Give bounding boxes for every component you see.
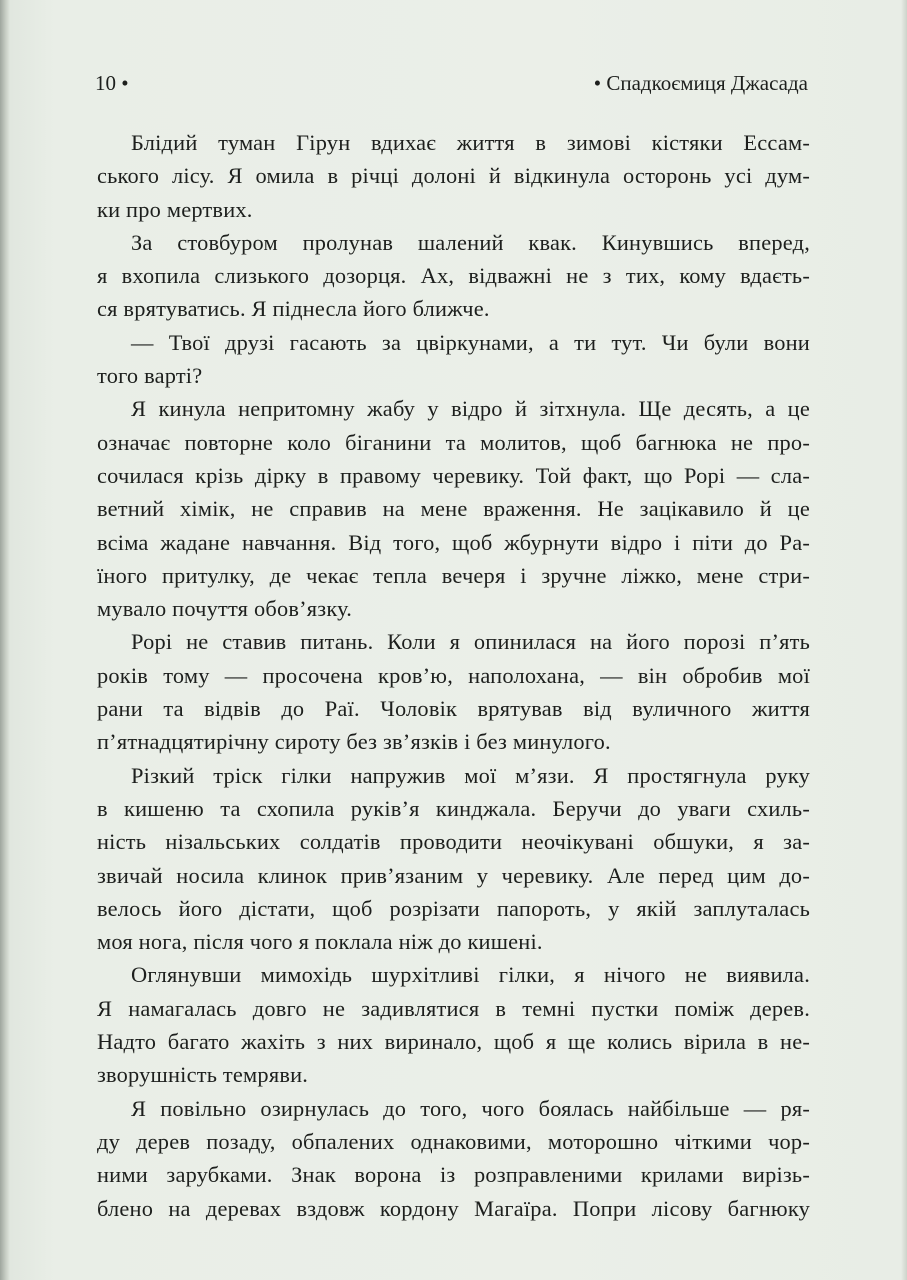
text-line: звичай носила клинок прив’язаним у черевику. Але перед цим до- <box>97 862 810 888</box>
body-text <box>97 126 810 1225</box>
text-line: ки про мертвих. <box>97 196 253 222</box>
text-line: блено на деревах вздовж кордону Магаїра. Попри лісову багнюку <box>97 1195 810 1221</box>
text-line: років тому — просочена кров’ю, наполохана, — він обробив мої <box>97 662 810 688</box>
paragraph <box>97 226 810 326</box>
text-line: велось його дістати, щоб розрізати папороть, у якій заплуталась <box>97 895 810 921</box>
text-line: зворушність темряви. <box>97 1062 309 1088</box>
paragraph <box>97 326 810 393</box>
text-line: мувало почуття обов’язку. <box>97 596 353 622</box>
paragraph <box>97 958 810 1091</box>
text-line: рани та відвів до Раї. Чоловік врятував від вуличного життя <box>97 696 810 722</box>
text-line: Я кинула непритомну жабу у відро й зітхнула. Ще десять, а це <box>131 396 810 422</box>
text-line: означає повторне коло біганини та молитов, щоб багнюка не про- <box>97 429 810 455</box>
paragraph <box>97 759 810 959</box>
text-line: всіма жадане навчання. Від того, щоб жбурнути відро і піти до Ра- <box>97 529 810 555</box>
text-line: Оглянувши мимохідь шурхітливі гілки, я нічого не виявила. <box>131 962 810 988</box>
text-line: моя нога, після чого я поклала ніж до кишені. <box>97 929 543 955</box>
text-line: Блідий туман Гірун вдихає життя в зимові кістяки Ессам- <box>131 130 810 155</box>
text-line: я вхопила слизького дозорця. Ах, відважні не з тих, кому вдаєть- <box>97 263 810 289</box>
text-line: сочилася крізь дірку в правому черевику. Той факт, що Рорі — сла- <box>97 462 810 488</box>
text-line: ського лісу. Я омила в річці долоні й відкинула осторонь усі дум- <box>97 163 810 189</box>
text-line: Різкий тріск гілки напружив мої м’язи. Я простягнула руку <box>131 762 810 788</box>
text-line: ветний хімік, не справив на мене враження. Не зацікавило й це <box>97 496 810 522</box>
paragraph <box>97 126 810 226</box>
text-line: Рорі не ставив питань. Коли я опинилася на його порозі п’ять <box>131 629 810 655</box>
text-line: в кишеню та схопила руків’я кинджала. Беручи до уваги схиль- <box>97 795 810 821</box>
text-line: Я повільно озирнулась до того, чого боялась найбільше — ря- <box>131 1095 810 1121</box>
text-line: Я намагалась довго не задивлятися в темні пустки поміж дерев. <box>97 995 810 1021</box>
text-line: Надто багато жахіть з них виринало, щоб я ще колись вірила в не- <box>97 1029 810 1055</box>
text-line: ними зарубками. Знак ворона із розправленими крилами вирізь- <box>97 1162 810 1188</box>
running-title: • Спадкоємиця Джасада <box>593 71 808 95</box>
text-line: ність нізальських солдатів проводити неочікувані обшуки, я за- <box>97 829 810 855</box>
paragraph <box>97 1092 810 1225</box>
text-line: п’ятнадцятирічну сироту без зв’язків і без минулого. <box>97 729 611 755</box>
text-line: їного притулку, де чекає тепла вечеря і зручне ліжко, мене стри- <box>97 562 810 588</box>
text-line: того варті? <box>97 363 203 389</box>
page-right-edge <box>901 0 907 1280</box>
page-header <box>95 68 808 98</box>
text-line: — Твої друзі гасають за цвіркунами, а ти тут. Чи були вони <box>131 329 810 355</box>
text-line: ду дерев позаду, обпалених однаковими, моторошно чіткими чор- <box>97 1128 810 1154</box>
page-spine-edge <box>0 0 10 1280</box>
page-number: 10 • <box>95 71 129 95</box>
paragraph <box>97 392 810 625</box>
paragraph <box>97 625 810 758</box>
text-line: ся врятуватись. Я піднесла його ближче. <box>97 296 490 322</box>
text-line: За стовбуром пролунав шалений квак. Кинувшись вперед, <box>131 229 810 255</box>
